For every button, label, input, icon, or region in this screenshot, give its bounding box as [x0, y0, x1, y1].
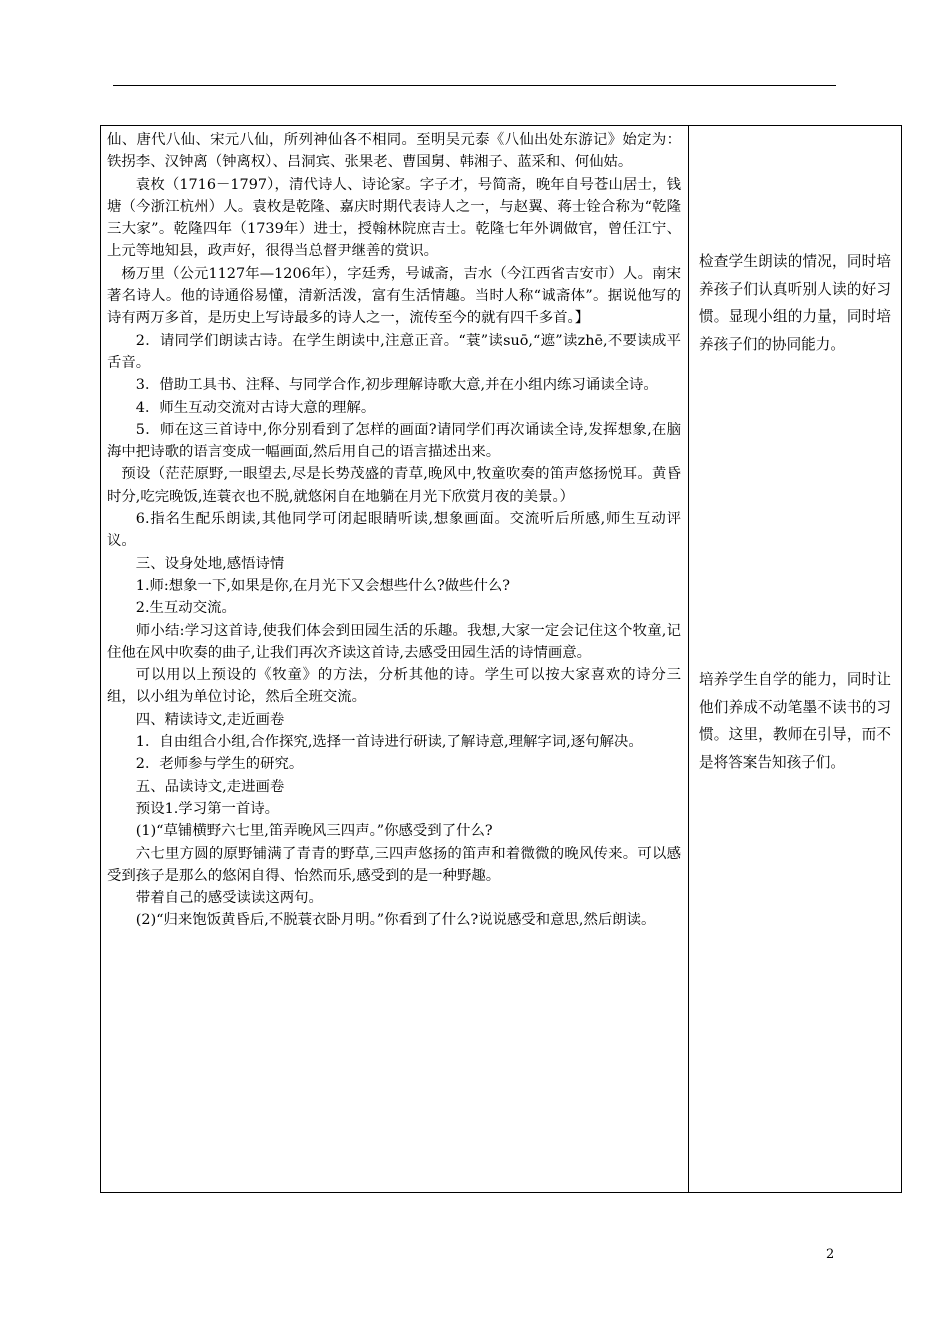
- answer-1: 六七里方圆的原野铺满了青青的野草,三四声悠扬的笛声和着微微的晚风传来。可以感受到孩子是那么的悠闲自得、怡然而乐,感受到的是一种野趣。: [107, 845, 681, 884]
- lesson-table: [100, 125, 902, 1193]
- read-aloud-instruction: 带着自己的感受读读这两句。: [135, 890, 323, 907]
- question-2: (2)“归来饱饭黄昏后,不脱蓑衣卧月明。”你看到了什么?说说感受和意思,然后朗读。: [135, 912, 656, 929]
- lesson-content: [107, 129, 681, 932]
- design-note-reading-check: 检查学生朗读的情况，同时培养孩子们认真听别人读的好习惯。显现小组的力量，同时培养孩子们的协同能力。: [699, 253, 891, 353]
- step-3: 3．借助工具书、注释、与同学合作,初步理解诗歌大意,并在小组内练习诵读全诗。: [135, 377, 658, 394]
- section-heading-5: 五、品读诗文,走进画卷: [135, 778, 285, 795]
- header-rule: [113, 85, 836, 86]
- method-paragraph: 可以用以上预设的《牧童》的方法，分析其他的诗。学生可以按大家喜欢的诗分三组，以小组为单位讨论，然后全班交流。: [107, 667, 681, 706]
- section-heading-4: 四、精读诗文,走近画卷: [135, 711, 285, 728]
- group-step-1: 1．自由组合小组,合作探究,选择一首诗进行研读,了解诗意,理解字词,逐句解决。: [135, 734, 643, 751]
- teacher-summary: 师小结:学习这首诗,使我们体会到田园生活的乐趣。我想,大家一定会记住这个牧童,记住他在风中吹奏的曲子,让我们再次齐读这首诗,去感受田园生活的诗情画意。: [107, 622, 681, 661]
- step-2: 2．请同学们朗读古诗。在学生朗读中,注意正音。“蓑”读suō,“遮”读zhē,不要读成平舌音。: [107, 332, 681, 371]
- preset-description: 预设（茫茫原野,一眼望去,尽是长势茂盛的青草,晚风中,牧童吹奏的笛声悠扬悦耳。黄昏时分,吃完晚饭,连蓑衣也不脱,就悠闲自在地躺在月光下欣赏月夜的美景。）: [107, 466, 681, 505]
- step-5: 5．师在这三首诗中,你分别看到了怎样的画面?请同学们再次诵读全诗,发挥想象,在脑海中把诗歌的语言变成一幅画面,然后用自己的语言描述出来。: [107, 421, 681, 461]
- page-number: 2: [826, 1247, 835, 1262]
- section-heading-3: 三、设身处地,感悟诗情: [135, 555, 285, 572]
- paragraph-yuan-mei: 袁枚（1716－1797），清代诗人、诗论家。字子才，号简斋，晚年自号苍山居士，钱塘（今浙江杭州）人。袁枚是乾隆、嘉庆时期代表诗人之一，与赵翼、蒋士铨合称为“乾隆三大家”。乾隆四年（1739年）进士，授翰林院庶吉士。乾隆七年外调做官，曾任江宁、上元等地知县，政声好，很得当总督尹继善的赏识。: [107, 176, 681, 260]
- column-divider: [688, 126, 689, 1192]
- step-6: 6.指名生配乐朗读,其他同学可闭起眼睛听读,想象画面。交流听后所感,师生互动评议。: [107, 511, 681, 550]
- question-1: (1)“草铺横野六七里,笛弄晚风三四声。”你感受到了什么?: [135, 823, 493, 840]
- item-2: 2.生互动交流。: [135, 600, 236, 617]
- paragraph-yang-wanli: 杨万里（公元1127年—1206年），字廷秀，号诚斋，吉水（今江西省吉安市）人。南宋著名诗人。他的诗通俗易懂，清新活泼，富有生活情趣。当时人称“诚斋体”。据说他写的诗有两万多首，是历史上写诗最多的诗人之一，流传至今的就有四千多首。】: [107, 265, 681, 327]
- item-1: 1.师:想象一下,如果是你,在月光下又会想些什么?做些什么?: [135, 577, 510, 594]
- step-4: 4．师生互动交流对古诗大意的理解。: [135, 399, 376, 416]
- paragraph-eight-immortals: 仙、唐代八仙、宋元八仙，所列神仙各不相同。至明吴元泰《八仙出处东游记》始定为：铁拐李、汉钟离（钟离权）、吕洞宾、张果老、曹国舅、韩湘子、蓝采和、何仙姑。: [107, 132, 681, 171]
- group-step-2: 2．老师参与学生的研究。: [135, 756, 304, 773]
- design-note-self-study: 培养学生自学的能力，同时让他们养成不动笔墨不读书的习惯。这里，教师在引导，而不是将答案告知孩子们。: [699, 671, 891, 771]
- preset-1: 预设1.学习第一首诗。: [135, 800, 280, 817]
